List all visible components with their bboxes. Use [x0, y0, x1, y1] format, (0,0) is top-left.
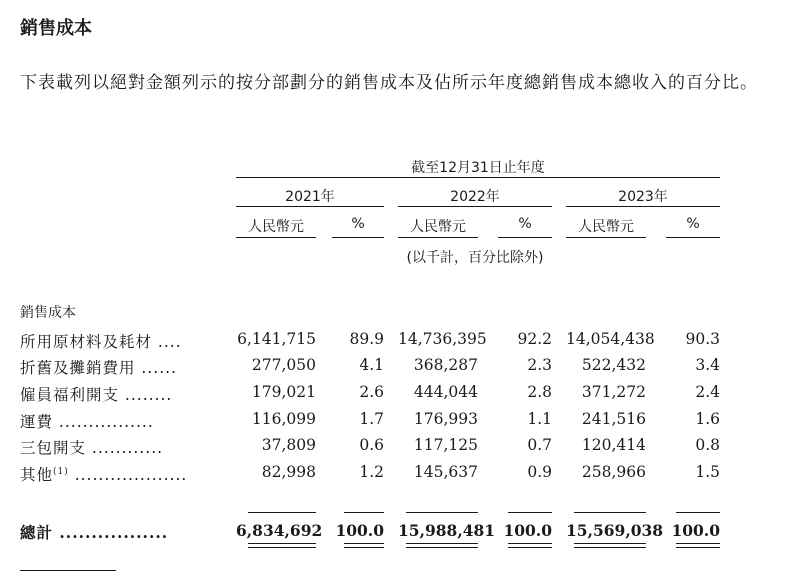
col-rmb-2021: 人民幣元 [248, 219, 304, 235]
cell-2023-pct: 1.6 [695, 410, 720, 428]
row-label [20, 330, 215, 352]
total-label: 總計 ................. [20, 523, 169, 542]
cell-2022-pct: 2.8 [527, 383, 552, 401]
year-2022: 2022年 [450, 189, 500, 205]
footnote-marker: (1) [53, 466, 69, 477]
cell-2023-rmb: 258,966 [581, 463, 646, 481]
total-double-rule [508, 543, 552, 544]
year-2023-rule [566, 206, 720, 207]
cell-2021-pct: 1.2 [359, 463, 384, 481]
section-label: 銷售成本 [20, 305, 76, 321]
cell-2021-pct: 4.1 [359, 356, 384, 374]
intro-paragraph: 下表載列以絕對金額列示的按分部劃分的銷售成本及佔所示年度總銷售成本總收入的百分比。 [20, 73, 758, 93]
col-rule [332, 237, 384, 238]
cell-2023-pct: 0.8 [695, 436, 720, 454]
col-rule [398, 237, 478, 238]
row-label-text: 所用原材料及耗材 .... [20, 333, 182, 351]
year-2022-rule [398, 206, 552, 207]
period-header: 截至12月31日止年度 [411, 160, 545, 176]
row-label [20, 356, 215, 378]
leader-dots: ................... [68, 466, 188, 484]
year-2021-rule [236, 206, 384, 207]
total-double-rule [406, 543, 478, 544]
col-pct-2023: % [686, 216, 700, 232]
year-2021: 2021年 [285, 189, 335, 205]
cell-2021-pct: 1.7 [359, 410, 384, 428]
cell-2023-pct: 2.4 [695, 383, 720, 401]
row-label-text: 三包開支 ............ [20, 439, 164, 457]
total-double-rule [676, 543, 720, 544]
total-2022-pct: 100.0 [503, 521, 552, 540]
cell-2021-pct: 0.6 [359, 436, 384, 454]
total-double-rule [248, 543, 316, 544]
cell-2022-rmb: 14,736,395 [398, 330, 487, 348]
total-double-rule [248, 547, 316, 548]
cell-2023-pct: 90.3 [685, 330, 720, 348]
cell-2023-pct: 3.4 [695, 356, 720, 374]
total-2022-rmb: 15,988,481 [398, 521, 496, 540]
row-label [20, 436, 215, 458]
cell-2021-rmb: 277,050 [251, 356, 316, 374]
total-double-rule [508, 547, 552, 548]
col-rule [236, 237, 316, 238]
cell-2022-pct: 0.7 [527, 436, 552, 454]
total-top-rule [574, 512, 646, 513]
cell-2021-rmb: 179,021 [251, 383, 316, 401]
total-double-rule [574, 547, 646, 548]
total-top-rule [508, 512, 552, 513]
total-2021-rmb: 6,834,692 [236, 521, 323, 540]
total-double-rule [344, 547, 384, 548]
cell-2022-rmb: 368,287 [413, 356, 478, 374]
total-top-rule [676, 512, 720, 513]
cell-2023-rmb: 120,414 [581, 436, 646, 454]
total-2023-rmb: 15,569,038 [566, 521, 664, 540]
total-double-rule [344, 543, 384, 544]
cell-2023-pct: 1.5 [695, 463, 720, 481]
cell-2022-pct: 1.1 [527, 410, 552, 428]
cell-2022-pct: 92.2 [517, 330, 552, 348]
col-rule [666, 237, 720, 238]
cell-2022-pct: 0.9 [527, 463, 552, 481]
row-label-text: 運費 ................ [20, 413, 154, 431]
cell-2021-pct: 2.6 [359, 383, 384, 401]
cell-2023-rmb: 371,272 [581, 383, 646, 401]
total-double-rule [406, 547, 478, 548]
total-double-rule [676, 547, 720, 548]
row-label-text: 折舊及攤銷費用 ...... [20, 359, 177, 377]
cell-2022-rmb: 117,125 [413, 436, 478, 454]
cell-2023-rmb: 241,516 [581, 410, 646, 428]
cell-2021-rmb: 6,141,715 [237, 330, 316, 348]
col-pct-2022: % [518, 216, 532, 232]
period-underline [236, 177, 720, 178]
cell-2021-rmb: 82,998 [261, 463, 316, 481]
year-2023: 2023年 [618, 189, 668, 205]
cell-2022-rmb: 176,993 [413, 410, 478, 428]
total-double-rule [574, 543, 646, 544]
cell-2021-rmb: 37,809 [261, 436, 316, 454]
cell-2022-rmb: 444,044 [413, 383, 478, 401]
cell-2022-pct: 2.3 [527, 356, 552, 374]
row-label [20, 410, 215, 432]
total-2023-pct: 100.0 [671, 521, 720, 540]
row-label-text: 僱員福利開支 ........ [20, 386, 173, 404]
cell-2021-rmb: 116,099 [251, 410, 316, 428]
row-label [20, 383, 215, 405]
col-rmb-2023: 人民幣元 [578, 219, 634, 235]
col-rmb-2022: 人民幣元 [410, 219, 466, 235]
col-rule [566, 237, 646, 238]
col-pct-2021: % [351, 216, 365, 232]
total-top-rule [344, 512, 384, 513]
cell-2021-pct: 89.9 [349, 330, 384, 348]
col-rule [498, 237, 552, 238]
cell-2023-rmb: 14,054,438 [566, 330, 655, 348]
total-2021-pct: 100.0 [335, 521, 384, 540]
cell-2022-rmb: 145,637 [413, 463, 478, 481]
unit-note: (以千計，百分比除外) [406, 250, 544, 266]
total-top-rule [406, 512, 478, 513]
row-label [20, 463, 215, 485]
footnote-separator [20, 570, 116, 571]
total-top-rule [248, 512, 316, 513]
cell-2023-rmb: 522,432 [581, 356, 646, 374]
section-heading: 銷售成本 [20, 18, 92, 39]
row-label-text: 其他 [20, 466, 54, 484]
